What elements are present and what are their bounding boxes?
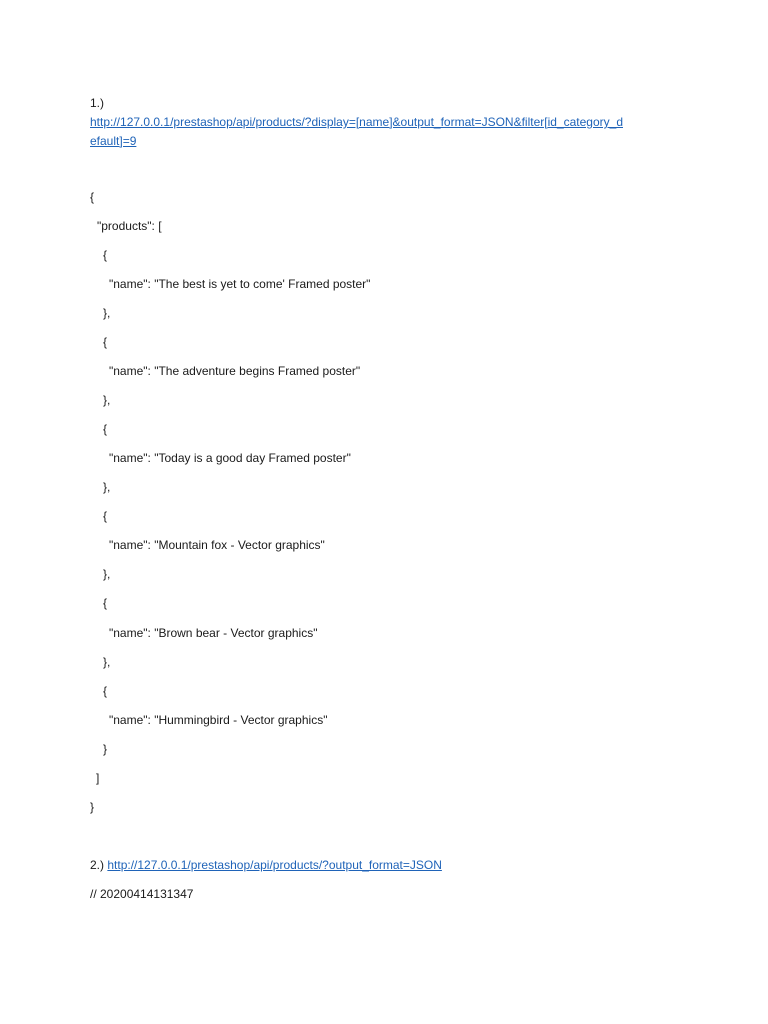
json-item-name: "name": "Hummingbird - Vector graphics" xyxy=(109,713,328,727)
json-array-close: ] xyxy=(96,771,100,785)
json-item-close: }, xyxy=(103,567,111,581)
section-2-number: 2.) xyxy=(90,858,105,872)
json-item-close: }, xyxy=(103,655,111,669)
json-item-name: "name": "The adventure begins Framed poster" xyxy=(109,364,361,378)
section-1-url[interactable] xyxy=(90,113,680,151)
json-item-name: "name": "Mountain fox - Vector graphics" xyxy=(109,538,325,552)
json-item-open: { xyxy=(103,596,108,610)
section-2-url[interactable]: http://127.0.0.1/prestashop/api/products/?output_format=JSON xyxy=(107,858,442,872)
section-2 xyxy=(90,857,442,873)
json-item-open: { xyxy=(103,335,108,349)
section-1-number: 1.) xyxy=(90,96,105,110)
json-close-brace: } xyxy=(90,800,95,814)
json-item-open: { xyxy=(103,684,108,698)
json-open-brace: { xyxy=(90,190,95,204)
json-item-close: }, xyxy=(103,393,111,407)
json-item-open: { xyxy=(103,509,108,523)
json-item-close: } xyxy=(103,742,108,756)
json-products-key: "products": [ xyxy=(97,219,162,233)
json-item-close: }, xyxy=(103,306,111,320)
json-item-close: }, xyxy=(103,480,111,494)
json-item-name: "name": "Brown bear - Vector graphics" xyxy=(109,626,318,640)
json-item-name: "name": "The best is yet to come' Framed poster" xyxy=(109,277,371,291)
json-item-name: "name": "Today is a good day Framed poster" xyxy=(109,451,351,465)
timestamp-comment: // 20200414131347 xyxy=(90,887,194,901)
section-1-url-line-2[interactable]: efault]=9 xyxy=(90,134,137,148)
json-item-open: { xyxy=(103,422,108,436)
section-1-url-line-1[interactable]: http://127.0.0.1/prestashop/api/products/?display=[name]&output_format=JSON&filter[id_category_d xyxy=(90,115,623,129)
json-item-open: { xyxy=(103,248,108,262)
